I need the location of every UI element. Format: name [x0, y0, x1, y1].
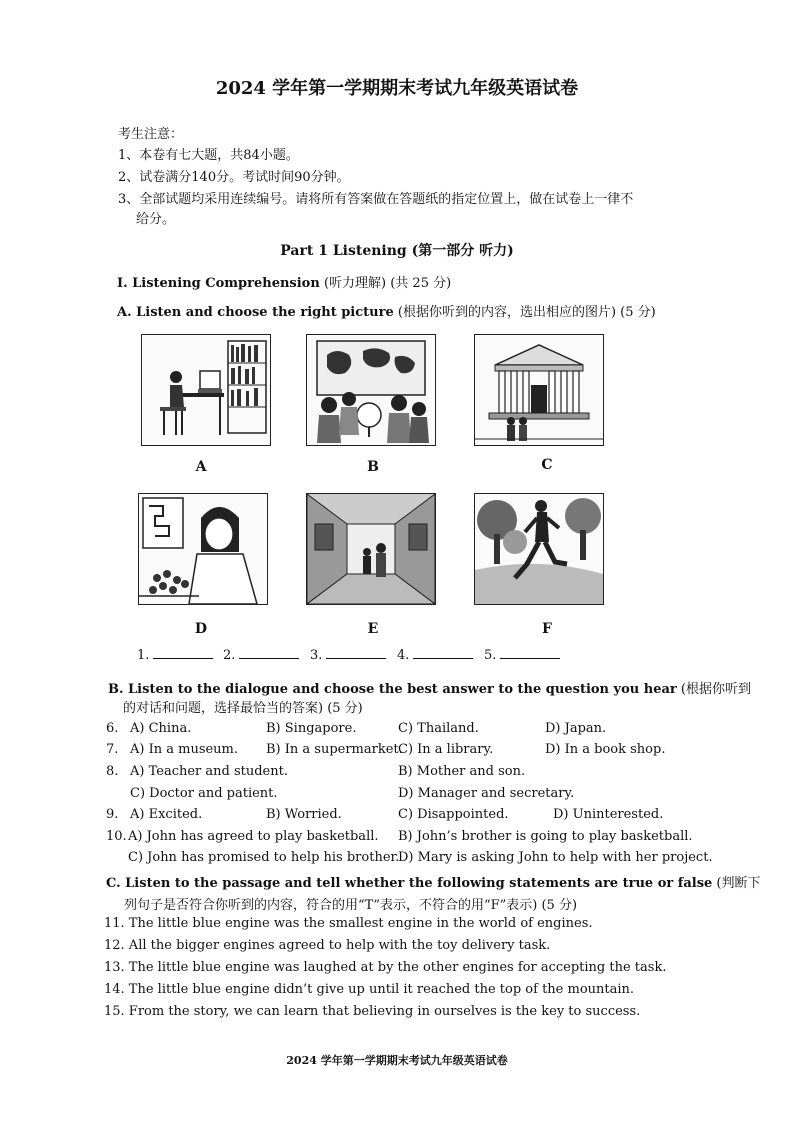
- picture-label: C: [541, 457, 553, 473]
- option-d: D) Mary is asking John to help with her project.: [398, 850, 713, 865]
- option-a: A) In a museum.: [130, 742, 239, 757]
- option-b: B) Worried.: [266, 807, 342, 822]
- question-number: 10.: [106, 829, 127, 844]
- option-a: A) Excited.: [130, 807, 203, 822]
- answer-blank[interactable]: [500, 646, 560, 659]
- picture-b: [306, 334, 436, 446]
- statement: 14. The little blue engine didn’t give up until it reached the top of the mountain.: [104, 982, 635, 997]
- statement: 12. All the bigger engines agreed to help with the toy delivery task.: [104, 938, 551, 953]
- picture-c: [474, 334, 604, 446]
- option-b: B) In a supermarket.: [266, 742, 403, 757]
- option-d: D) Japan.: [545, 721, 607, 736]
- notice-item: 给分。: [136, 212, 176, 227]
- answer-slot-4: [397, 646, 473, 663]
- section-a-heading-bold: A. Listen and choose the right picture: [117, 305, 394, 320]
- picture-e: [306, 493, 436, 605]
- answer-slot-3: [310, 646, 386, 663]
- option-c: C) Disappointed.: [398, 807, 509, 822]
- picture-f: [474, 493, 604, 605]
- option-a: A) John has agreed to play basketball.: [128, 829, 379, 844]
- picture-a: [141, 334, 271, 446]
- picture-label: E: [367, 621, 379, 637]
- option-b: B) John’s brother is going to play basketball.: [398, 829, 693, 844]
- answer-slot-2: [223, 646, 299, 663]
- section-heading-rest: (听力理解) (共 25 分): [319, 276, 452, 291]
- option-c: C) In a library.: [398, 742, 494, 757]
- option-c: C) Doctor and patient.: [130, 786, 278, 801]
- answer-blank[interactable]: [153, 646, 213, 659]
- girl-arranging-flowers-icon: [139, 494, 267, 604]
- museum-building-icon: [475, 335, 603, 445]
- section-c-heading: [106, 872, 761, 891]
- answer-blank[interactable]: [413, 646, 473, 659]
- picture-label: D: [194, 621, 208, 637]
- section-c-heading-line2: 列句子是否符合你听到的内容，符合的用“T”表示，不符合的用“F”表示) (5 分): [124, 898, 578, 913]
- answer-number: 5.: [484, 648, 497, 663]
- picture-label: A: [195, 459, 207, 475]
- man-running-park-icon: [475, 494, 603, 604]
- page-footer: 2024 学年第一学期期末考试九年级英语试卷: [286, 1054, 508, 1067]
- picture-d: [138, 493, 268, 605]
- part-heading: Part 1 Listening (第一部分 听力): [280, 243, 514, 259]
- option-c: C) Thailand.: [398, 721, 479, 736]
- section-heading-bold: I. Listening Comprehension: [117, 276, 320, 291]
- picture-label: B: [367, 459, 379, 475]
- notice-item: 2、试卷满分140分。考试时间90分钟。: [118, 170, 350, 185]
- statement: 11. The little blue engine was the smallest engine in the world of engines.: [104, 916, 593, 931]
- children-globe-map-icon: [307, 335, 435, 445]
- option-a: A) Teacher and student.: [130, 764, 288, 779]
- section-b-heading-rest: (根据你听到: [676, 682, 751, 697]
- option-b: B) Singapore.: [266, 721, 357, 736]
- answer-blank[interactable]: [326, 646, 386, 659]
- question-number: 8.: [106, 764, 119, 779]
- option-d: D) Manager and secretary.: [398, 786, 575, 801]
- section-heading: [117, 272, 451, 291]
- option-d: D) Uninterested.: [553, 807, 664, 822]
- section-b-heading-bold: B. Listen to the dialogue and choose the best answer to the question you hear: [108, 682, 677, 697]
- picture-label: F: [542, 621, 552, 637]
- option-c: C) John has promised to help his brother.: [128, 850, 400, 865]
- section-b-heading: [108, 678, 751, 697]
- answer-number: 4.: [397, 648, 410, 663]
- section-c-heading-rest: (判断下: [712, 876, 761, 891]
- statement: 13. The little blue engine was laughed at by the other engines for accepting the task.: [104, 960, 667, 975]
- answer-slot-5: [484, 646, 560, 663]
- notice-item: 3、全部试题均采用连续编号。请将所有答案做在答题纸的指定位置上，做在试卷上一律不: [118, 192, 634, 207]
- section-b-heading-line2: 的对话和问题，选择最恰当的答案) (5 分): [123, 701, 363, 716]
- question-number: 6.: [106, 721, 119, 736]
- student-computer-library-icon: [142, 335, 270, 445]
- answer-number: 3.: [310, 648, 323, 663]
- statement: 15. From the story, we can learn that believing in ourselves is the key to success.: [104, 1004, 641, 1019]
- answer-number: 2.: [223, 648, 236, 663]
- answer-number: 1.: [137, 648, 150, 663]
- notice-item: 1、本卷有七大题，共84小题。: [118, 148, 299, 163]
- option-a: A) China.: [130, 721, 192, 736]
- gallery-hall-icon: [307, 494, 435, 604]
- answer-slot-1: [137, 646, 213, 663]
- exam-title: 2024 学年第一学期期末考试九年级英语试卷: [215, 78, 579, 99]
- option-b: B) Mother and son.: [398, 764, 526, 779]
- notice-heading: 考生注意：: [118, 127, 184, 142]
- section-a-heading: [117, 301, 656, 320]
- section-a-heading-rest: (根据你听到的内容，选出相应的图片) (5 分): [393, 305, 656, 320]
- answer-blank[interactable]: [239, 646, 299, 659]
- question-number: 9.: [106, 807, 119, 822]
- option-d: D) In a book shop.: [545, 742, 666, 757]
- question-number: 7.: [106, 742, 119, 757]
- section-c-heading-bold: C. Listen to the passage and tell whether the following statements are true or false: [106, 876, 713, 891]
